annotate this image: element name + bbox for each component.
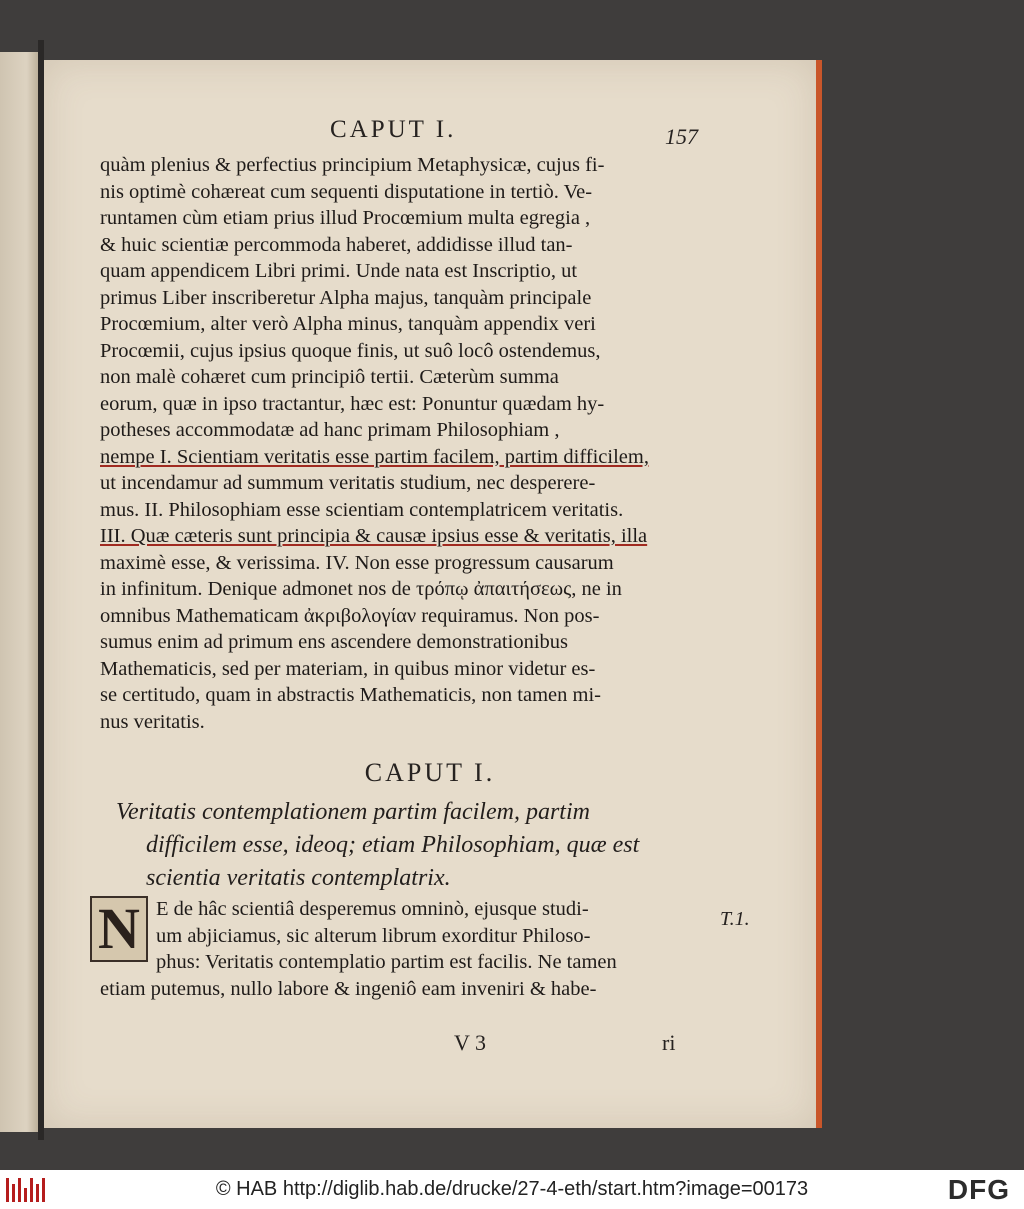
text-line: nus veritatis.: [100, 710, 205, 733]
text-line: omnibus Mathematicam ἀκριβολογίαν requiramus. Non pos-: [100, 604, 600, 627]
text-line: quam appendicem Libri primi. Unde nata est Inscriptio, ut: [100, 260, 578, 282]
text-line: non malè cohæret cum principiô tertii. Cæterùm summa: [100, 366, 559, 388]
body-text: [100, 152, 732, 735]
text-line: etiam putemus, nullo labore & ingeniô eam inveniri & habe-: [100, 977, 597, 1000]
chapter-title: [116, 796, 716, 895]
page-red-edge: [816, 60, 822, 1128]
margin-note: T.1.: [720, 908, 750, 930]
copyright-url[interactable]: © HAB http://diglib.hab.de/drucke/27-4-eth/start.htm?image=00173: [215, 1178, 809, 1200]
chapter-title-line: scientia veritatis contemplatrix.: [146, 865, 451, 891]
text-line: potheses accommodatæ ad hanc primam Philosophiam ,: [100, 419, 560, 441]
chapter-title-line: difficilem esse, ideoq; etiam Philosophiam, quæ est: [146, 832, 640, 858]
ornamental-initial: N: [90, 896, 148, 962]
chapter-body: [100, 896, 738, 1002]
facing-page-edge: [0, 52, 38, 1132]
text-line: nis optimè cohæreat cum sequenti disputatione in tertiò. Ve-: [100, 180, 593, 203]
text-line: maximè esse, & verissima. IV. Non esse progressum causarum: [100, 551, 614, 574]
text-line: quàm plenius & perfectius principium Metaphysicæ, cujus fi-: [100, 154, 605, 176]
text-line: & huic scientiæ percommoda haberet, addidisse illud tan-: [100, 233, 573, 256]
text-line: runtamen cùm etiam prius illud Procœmium multa egregia ,: [100, 207, 591, 229]
text-line: sumus enim ad primum ens ascendere demonstrationibus: [100, 631, 568, 653]
text-line: eorum, quæ in ipso tractantur, hæc est: Ponuntur quædam hy-: [100, 392, 605, 415]
text-line: primus Liber inscriberetur Alpha majus, tanquàm principale: [100, 286, 592, 309]
text-line: mus. II. Philosophiam esse scientiam contemplatricem veritatis.: [100, 498, 624, 521]
text-line: nempe I. Scientiam veritatis esse partim facilem, partim difficilem,: [100, 445, 649, 468]
text-line: phus: Veritatis contemplatio partim est facilis. Ne tamen: [156, 951, 617, 973]
text-line: se certitudo, quam in abstractis Mathematicis, non tamen mi-: [100, 684, 601, 706]
dfg-logo: DFG: [947, 1174, 1010, 1205]
text-line: in infinitum. Denique admonet nos de τρόπῳ ἀπαιτήσεως, ne in: [100, 578, 622, 600]
text-line: ut incendamur ad summum veritatis studium, nec desperere-: [100, 472, 596, 494]
text-line: um abjiciamus, sic alterum librum exorditur Philoso-: [156, 924, 591, 947]
chapter-title-line: Veritatis contemplationem partim facilem, partim: [116, 799, 590, 825]
text-line: Mathematicis, sed per materiam, in quibus minor videtur es-: [100, 657, 596, 680]
text-line: Procœmii, cujus ipsius quoque finis, ut suô locô ostendemus,: [100, 339, 601, 362]
text-line: E de hâc scientiâ desperemus omninò, ejusque studi-: [156, 898, 589, 920]
text-line: III. Quæ cæteris sunt principia & causæ ipsius esse & veritatis, illa: [100, 525, 648, 547]
page-number: 157: [665, 124, 698, 149]
catchword: ri: [662, 1030, 676, 1055]
text-line: Procœmium, alter verò Alpha minus, tanquàm appendix veri: [100, 313, 596, 335]
book-page: [44, 60, 816, 1128]
chapter-heading: CAPUT I.: [364, 758, 496, 787]
signature-mark: V 3: [454, 1030, 486, 1055]
viewer-footer: [0, 1170, 1024, 1209]
running-head: CAPUT I.: [330, 116, 457, 143]
